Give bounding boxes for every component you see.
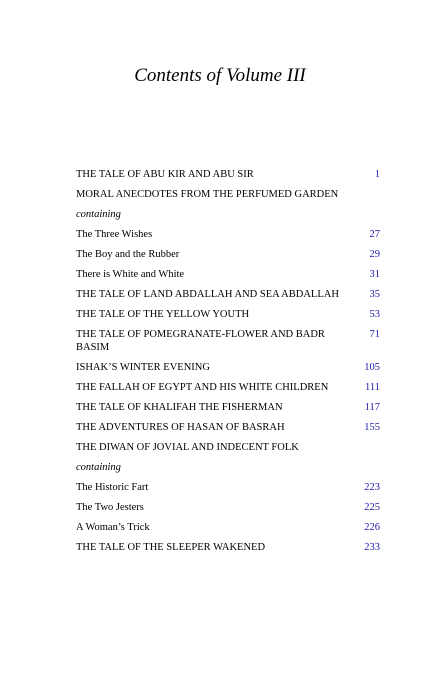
toc-page-link[interactable]: 29 bbox=[369, 249, 380, 260]
toc-entry-title: THE TALE OF KHALIFAH THE FISHERMAN bbox=[76, 402, 283, 413]
toc-page-link[interactable]: 71 bbox=[369, 329, 380, 340]
toc-entry-title: ISHAK’S WINTER EVENING bbox=[76, 362, 210, 373]
toc-entry-title: THE TALE OF THE SLEEPER WAKENED bbox=[76, 542, 266, 553]
toc-page-link[interactable]: 35 bbox=[369, 289, 380, 300]
toc-page-link[interactable]: 233 bbox=[364, 542, 380, 553]
toc-entry[interactable] bbox=[76, 541, 380, 554]
toc-entry[interactable] bbox=[76, 381, 380, 394]
toc-entry-title: The Boy and the Rubber bbox=[76, 249, 180, 260]
toc-entry[interactable] bbox=[76, 421, 380, 434]
toc-entry-title: THE FALLAH OF EGYPT AND HIS WHITE CHILDREN bbox=[76, 382, 329, 393]
toc-page-link[interactable]: 117 bbox=[364, 402, 380, 413]
toc-entry[interactable] bbox=[76, 228, 380, 241]
toc-page-link[interactable]: 111 bbox=[365, 382, 380, 393]
toc-entry bbox=[76, 441, 380, 454]
toc-entry-title: THE TALE OF ABU KIR AND ABU SIR bbox=[76, 169, 254, 180]
toc-section-label bbox=[76, 208, 380, 221]
toc-entry[interactable] bbox=[76, 248, 380, 261]
toc-entry-title: There is White and White bbox=[76, 269, 185, 280]
page-title: Contents of Volume III bbox=[134, 65, 306, 86]
toc-entry-title: THE DIWAN OF JOVIAL AND INDECENT FOLK bbox=[76, 442, 299, 453]
toc-entry[interactable] bbox=[76, 401, 380, 414]
toc-page-link[interactable]: 1 bbox=[374, 169, 380, 180]
toc-page-link[interactable]: 226 bbox=[364, 522, 380, 533]
toc-entry[interactable] bbox=[76, 168, 380, 181]
toc-entry-title: The Historic Fart bbox=[76, 482, 149, 493]
toc-page-link[interactable]: 31 bbox=[369, 269, 380, 280]
toc-page-link[interactable]: 27 bbox=[369, 229, 380, 240]
toc-entry-title: THE TALE OF THE YELLOW YOUTH bbox=[76, 309, 250, 320]
toc-entry[interactable] bbox=[76, 481, 380, 494]
toc-entry[interactable] bbox=[76, 328, 380, 354]
toc-page-link[interactable]: 223 bbox=[364, 482, 380, 493]
toc-page-link[interactable]: 105 bbox=[364, 362, 380, 373]
toc-entry-title: containing bbox=[76, 462, 121, 473]
toc-entry-title: THE TALE OF LAND ABDALLAH AND SEA ABDALLAH bbox=[76, 289, 339, 300]
toc-entry-title: The Two Jesters bbox=[76, 502, 144, 513]
toc-section-label bbox=[76, 461, 380, 474]
toc-entry[interactable] bbox=[76, 521, 380, 534]
toc-entry-title: The Three Wishes bbox=[76, 229, 153, 240]
toc-entry-title: THE ADVENTURES OF HASAN OF BASRAH bbox=[76, 422, 285, 433]
toc-entry-title: THE TALE OF POMEGRANATE-FLOWER AND BADR BASIM bbox=[76, 329, 325, 353]
toc-entry[interactable] bbox=[76, 288, 380, 301]
toc-entry[interactable] bbox=[76, 501, 380, 514]
toc-page-link[interactable]: 53 bbox=[369, 309, 380, 320]
toc-entry[interactable] bbox=[76, 308, 380, 321]
table-of-contents bbox=[76, 168, 380, 561]
toc-entry-title: A Woman’s Trick bbox=[76, 522, 150, 533]
toc-entry bbox=[76, 188, 380, 201]
toc-page-link[interactable]: 225 bbox=[364, 502, 380, 513]
toc-entry-title: MORAL ANECDOTES FROM THE PERFUMED GARDEN bbox=[76, 189, 339, 200]
toc-entry-title: containing bbox=[76, 209, 121, 220]
toc-entry[interactable] bbox=[76, 361, 380, 374]
toc-entry[interactable] bbox=[76, 268, 380, 281]
toc-page-link[interactable]: 155 bbox=[364, 422, 380, 433]
